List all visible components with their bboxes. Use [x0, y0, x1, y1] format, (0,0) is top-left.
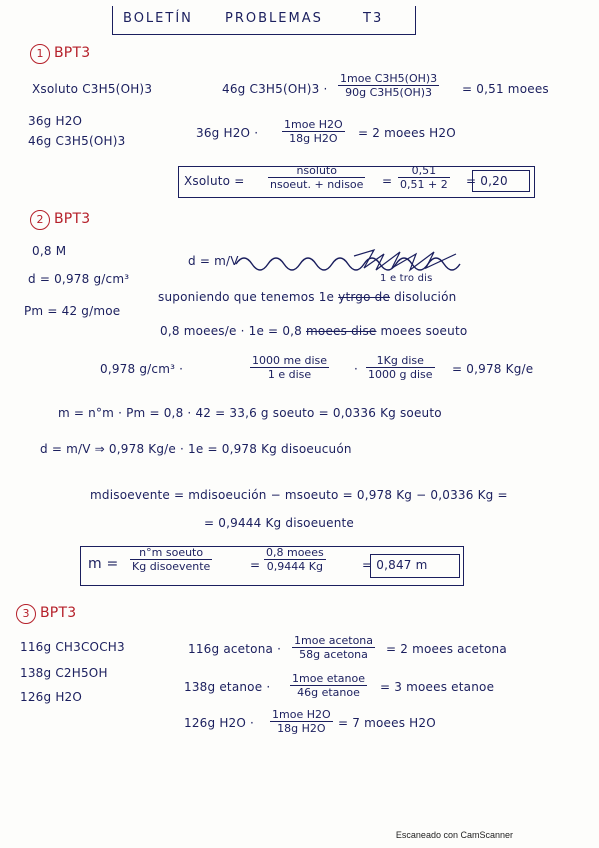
p2-line6: mdisoevente = mdisoeución − msoeuto = 0,978 Kg − 0,0336 Kg =: [90, 488, 508, 502]
scanner-watermark: Escaneado con CamScanner: [395, 830, 513, 840]
p1-box-fraction2: [398, 164, 450, 191]
p1-given-glycerol: 46g C3H5(OH)3: [28, 134, 126, 148]
p2-box-fraction1: [130, 546, 212, 573]
p2-inner-result-box: [370, 554, 460, 578]
p2-given-molarity: 0,8 M: [32, 244, 67, 258]
p2-box-result: = 0,847 m: [362, 558, 428, 572]
problem-3-label: BPT3: [40, 605, 77, 621]
p2-box-eq: =: [250, 558, 261, 572]
p3-calc2-num: 1moe etanoe: [292, 672, 365, 685]
p2-line1-strike: ytrgo de: [338, 290, 391, 304]
p1-box-result: = 0,20: [466, 174, 508, 188]
p2-box-left: m =: [88, 556, 119, 572]
p3-calc1-left: 116g acetona ·: [188, 642, 282, 656]
p2-density-definition: d = m/V: [188, 254, 239, 268]
p2-line2-strike: moees dise: [306, 324, 377, 338]
p3-calc1-fraction: [292, 634, 375, 661]
problem-1-label: BPT3: [54, 45, 91, 61]
p2-line3-fraction2: [366, 354, 435, 381]
p2-line3-den1: 1 e dise: [250, 367, 329, 381]
p2-scribble-text: 1 e tro dis: [380, 273, 433, 284]
p1-calc1-fraction: [338, 72, 439, 99]
p1-calc2-fraction: [282, 118, 345, 145]
p3-calc3-fraction: [270, 708, 333, 735]
p3-calc2-left: 138g etanoe ·: [184, 680, 271, 694]
p2-line3-den2: 1000 g dise: [368, 368, 433, 381]
p2-box-den1: Kg disoevente: [132, 560, 211, 573]
p2-box-den2: 0,9444 Kg: [264, 559, 326, 573]
title-problemas: PROBLEMAS: [225, 11, 323, 26]
p1-calc2-left: 36g H2O ·: [196, 126, 259, 140]
p2-line3-num1: 1000 me dise: [252, 354, 328, 367]
p1-calc2-result: = 2 moees H2O: [358, 126, 456, 140]
p2-line1-end: disolución: [394, 290, 457, 304]
p2-line2: [160, 324, 467, 338]
p2-line2-end: moees soeuto: [380, 324, 468, 338]
p1-calc1-left: 46g C3H5(OH)3 ·: [222, 82, 328, 96]
p1-calc1-den: 90g C3H5(OH)3: [338, 85, 439, 99]
p1-box-left: Xsoluto =: [184, 174, 245, 188]
p2-box-num2: 0,8 moees: [266, 546, 324, 559]
p2-given-molar-mass: Pm = 42 g/moe: [24, 304, 121, 318]
p1-box-eq: =: [382, 174, 393, 188]
p1-box-den1: nsoeut. + ndisoe: [270, 178, 364, 191]
p2-given-density: d = 0,978 g/cm³: [28, 272, 130, 286]
p2-line4: m = n°m · Pm = 0,8 · 42 = 33,6 g soeuto = 0,0336 Kg soeuto: [58, 406, 442, 420]
p3-calc1-num: 1moe acetona: [294, 634, 374, 647]
p2-line1-start: suponiendo que tenemos 1e: [158, 290, 339, 304]
p2-crossed-out-scribble: [234, 246, 469, 274]
p3-given-acetone: 116g CH3COCH3: [20, 640, 125, 654]
title-boletin: BOLETÍN: [123, 11, 193, 26]
p3-given-water: 126g H2O: [20, 690, 83, 704]
p1-box-den2: 0,51 + 2: [400, 178, 448, 191]
p3-calc3-den: 18g H2O: [270, 721, 333, 735]
p1-box-num2: 0,51: [411, 164, 437, 177]
p3-calc2-fraction: [290, 672, 367, 699]
p2-line3-dot: ·: [354, 362, 359, 376]
p2-line3-num2: 1Kg dise: [376, 354, 424, 367]
p1-box-num1: nsoluto: [296, 164, 337, 177]
problem-2-label: BPT3: [54, 211, 91, 227]
p1-x-soluto: Xsoluto C3H5(OH)3: [32, 82, 153, 96]
problem-1-number: 1: [30, 44, 50, 64]
p3-calc1-result: = 2 moees acetona: [386, 642, 507, 656]
p1-calc1-num: 1moe C3H5(OH)3: [340, 72, 438, 85]
p3-calc3-num: 1moe H2O: [272, 708, 331, 721]
problem-2-number: 2: [30, 210, 50, 230]
p2-line5: d = m/V ⇒ 0,978 Kg/e · 1e = 0,978 Kg disoeucuón: [40, 442, 352, 456]
p1-box-fraction1: [268, 164, 365, 191]
p3-calc3-result: = 7 moees H2O: [338, 716, 436, 730]
p1-calc1-result: = 0,51 moees: [462, 82, 549, 96]
p1-inner-result-box: [472, 170, 530, 192]
p2-line2-left: 0,8 moees/e · 1e = 0,8: [160, 324, 303, 338]
p1-calc2-den: 18g H2O: [282, 131, 345, 145]
p2-line3-fraction1: [250, 354, 329, 381]
title-box: [112, 6, 416, 35]
p1-given-water: 36g H2O: [28, 114, 83, 128]
p3-given-ethanol: 138g C2H5OH: [20, 666, 108, 680]
problem-3-number: 3: [16, 604, 36, 624]
p3-calc3-left: 126g H2O ·: [184, 716, 255, 730]
p1-calc2-num: 1moe H2O: [284, 118, 343, 131]
p3-calc2-result: = 3 moees etanoe: [380, 680, 495, 694]
p3-calc1-den: 58g acetona: [292, 647, 375, 661]
p2-line3-left: 0,978 g/cm³ ·: [100, 362, 184, 376]
p3-calc2-den: 46g etanoe: [290, 685, 367, 699]
p2-box-num1: n°m soeuto: [139, 546, 204, 559]
p2-line3-result: = 0,978 Kg/e: [452, 362, 534, 376]
title-t3: T3: [363, 11, 384, 26]
p2-line7: = 0,9444 Kg disoeuente: [204, 516, 354, 530]
p2-line1: [158, 290, 456, 304]
p2-box-fraction2: [264, 546, 326, 573]
